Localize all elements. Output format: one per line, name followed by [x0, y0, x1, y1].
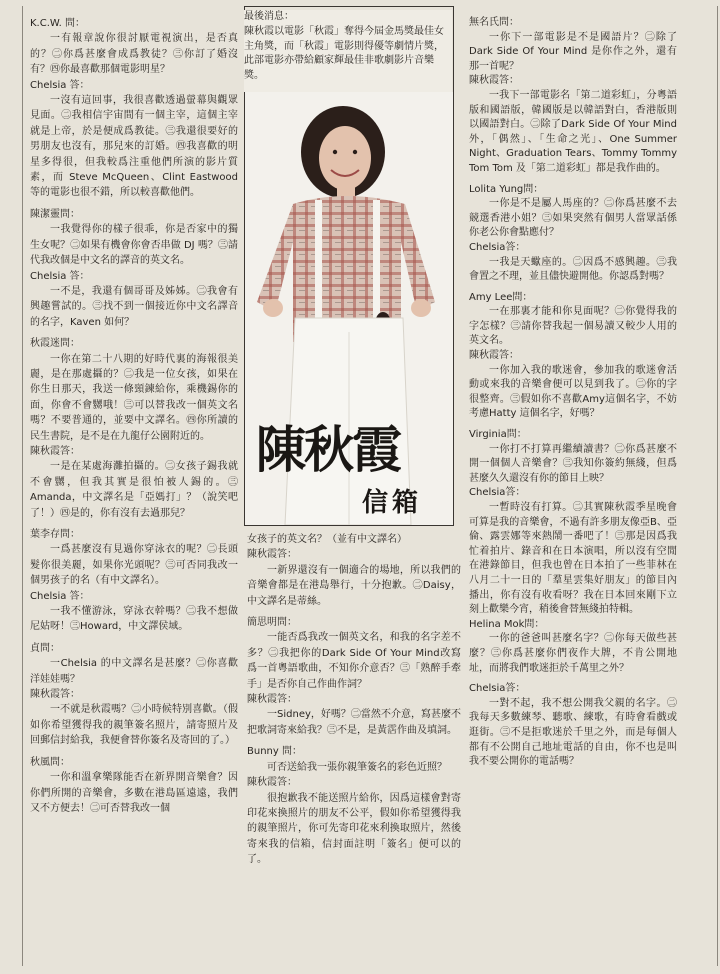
col1-paragraph: 陳秋霞答：: [30, 689, 80, 701]
col1-paragraph: Chelsia 答：: [30, 590, 90, 602]
col2-paragraph: 一能否爲我改一個英文名，和我的名字差不多？㊁我把你的Dark Side Of Your Mind改寫爲一首粵語歌曲，不知你介意否？㊂「熟醉手牽手」是否你自己作曲作詞？: [247, 632, 461, 690]
col1-paragraph: 一有報章說你很討厭電視演出，是否真的？㊁你爲甚麼會成爲教徒？㊂你訂了婚沒有？㊃你最喜歡那個電影明星？: [30, 33, 238, 76]
col2-paragraph: 陳秋霞答：: [247, 777, 297, 789]
col3-paragraph: 陳秋霞答：: [469, 75, 519, 87]
col2-paragraph: Bunny 問：: [247, 746, 302, 758]
news-box: [244, 10, 452, 92]
col2-paragraph: 陳秋霞答：: [247, 694, 297, 706]
news-label: 最後消息：: [244, 11, 294, 22]
col2-paragraph: 一Sidney，好嗎？㊁當然不介意，寫甚麼不把歌詞寄來給我？㊂不是，是黃霑作曲及填詞。: [247, 709, 461, 736]
col3-paragraph: Chelsia答：: [469, 683, 526, 695]
col1-paragraph: 一不就是秋霞嗎？㊁小時候特別喜歡。（假如你希望獲得我的親筆簽名照片，請寄照片及回郵信封給我，我便會替你簽名及寄回的了。）: [30, 704, 238, 747]
letters-column-middle: [247, 532, 461, 868]
col3-paragraph: 一你是不是屬人馬座的？㊁你爲甚麼不去競選香港小姐？㊂如果突然有個男人當眾話係你老公你會點應付？: [469, 198, 677, 239]
column-subtitle: 信箱: [362, 488, 423, 518]
col1-paragraph: 一沒有這回事，我很喜歡透過螢幕與觀眾見面。㊁我相信宇宙間有一個主宰，這個主宰就是上帝，於是便成爲教徒。㊂我還很要好的男朋友也沒有，那兒來的訂婚。㊃我喜歡的明星多得很，但我較爲注重他們所演的影片質素，而 Steve McQueen、Clint Eastwood 等的電影也很不錯，所以較喜歡他們。: [30, 95, 238, 199]
col1-paragraph: 一是在某處海灘拍攝的。㊁女孩子錫我就不會嬲，但我其實是很怕被人錫的。㊂Amanda，中文譯名是「亞媽打」？（說笑吧了！）㊃是的，你有沒有去過那兒？: [30, 461, 238, 519]
col1-paragraph: 秋霞迷問：: [30, 338, 80, 350]
col3-paragraph: 一在那裏才能和你見面呢？㊁你覺得我的字怎樣？㊂請你替我起一個易讀又較少人用的英文名。: [469, 306, 677, 347]
col1-paragraph: K.C.W. 問：: [30, 18, 85, 29]
col3-paragraph: 無名氏問：: [469, 17, 519, 28]
col1-paragraph: 陳秋霞答：: [30, 445, 80, 457]
col1-paragraph: 一我覺得你的樣子很乖，你是否家中的獨生女呢？㊁如果有機會你會否串做 DJ 嗎？㊂請代我改個是中文名的譯音的英文名。: [30, 224, 238, 267]
col1-paragraph: 一我不懂游泳，穿泳衣幹嗎？㊁我不想做尼姑呀！㊂Howard，中文譯侯域。: [30, 606, 238, 633]
col3-paragraph: Helina Mok問：: [469, 618, 545, 630]
col2-paragraph: 可否送給我一張你親筆簽名的彩色近照？: [267, 761, 447, 773]
col2-paragraph: 簡思明問：: [247, 617, 297, 629]
col2-paragraph: 陳秋霞答：: [247, 549, 297, 561]
col1-paragraph: Chelsia 答：: [30, 270, 90, 282]
col3-paragraph: Chelsia答：: [469, 487, 526, 499]
col1-paragraph: 秋風問：: [30, 756, 70, 768]
col3-paragraph: Amy Lee問：: [469, 291, 533, 303]
col3-paragraph: 一你下一部電影是不是國語片？㊁除了Dark Side Of Your Mind 是你作之外，還有那一首呢？: [469, 31, 677, 72]
col1-paragraph: 一爲甚麼沒有見過你穿泳衣的呢？㊁長頭髮你很美麗，如果你光頭呢？㊂可否同我改一個男孩子的名（有中文譯名）。: [30, 544, 238, 587]
col3-paragraph: 一我是天蠍座的。㊁因爲不感興趣。㊂我會置之不理，並且儘快避開他。你認爲對嗎？: [469, 256, 677, 283]
col2-paragraph: 很抱歉我不能送照片給你，因爲這樣會對寄印花來換照片的朋友不公平，假如你希望獲得我的親筆照片，你可先寄印花來利換取照片，然後寄來我的信箱，信封面註明「簽名」便可以的了。: [247, 792, 461, 866]
column-title: 陳秋霞: [256, 420, 400, 479]
col1-paragraph: Chelsia 答：: [30, 79, 90, 91]
col1-paragraph: 陳潔靈問：: [30, 208, 80, 220]
col3-paragraph: 一你加入我的歌迷會，參加我的歌迷會活動或來我的音樂會便可以見到我了。㊁你的字很整齊。㊂假如你不喜歡Amy這個名字，不妨考慮Hatty 這個名字，好嗎？: [469, 364, 677, 420]
col1-paragraph: 一你和溫拿樂隊能否在新界開音樂會？因你們所開的音樂會，多數在港島區遠遠，我們又不方便去！㊁可否替我改一個: [30, 772, 238, 814]
col3-paragraph: Virginia問：: [469, 429, 527, 441]
letters-column-right: [469, 10, 677, 770]
letters-column-left: [30, 10, 238, 816]
col1-paragraph: 一不是，我還有個哥哥及姊姊。㊁我會有興趣嘗試的。㊂找不到一個接近你中文名譯音的名字，Kaven 如何？: [30, 285, 238, 328]
col2-paragraph: 一新界還沒有一個適合的場地，所以我們的音樂會都是在港島舉行，十分抱歉。㊁Daisy，中文譯名是蒂絲。: [247, 564, 461, 607]
col1-paragraph: 一你在第二十八期的好時代裏的海報很美麗，是在那處攝的？㊁我是一位女孩，如果在你生日那天，我送一條頸鍊給你，乘機錫你的面，你會不會嬲哦！㊂可以替我改一個英文名嗎？不要普通的，並要中文譯名。㊃你所讀的民生書院，是不是在九龍仔公園附近的。: [30, 353, 238, 442]
col1-paragraph: 葉李存問：: [30, 529, 80, 540]
col3-paragraph: Chelsia答：: [469, 241, 526, 253]
col3-paragraph: Lolita Yung問：: [469, 183, 544, 195]
col1-paragraph: 一Chelsia 的中文譯名是甚麼？㊁你喜歡洋娃娃嗎？: [30, 658, 238, 685]
col3-paragraph: 一暫時沒有打算。㊁其實陳秋霞季星晚會可算是我的音樂會，不過有許多朋友像亞B、亞倫、露雲娜等來熱鬧一番吧了！㊂那是因爲我忙着拍片、錄音和在日本演唱，所以沒有空閒在港錄節目，但我也曾在日本拍了一些菲林在八月二十一日的「羣星雲集好朋友」的節目內播出，你有沒有收看呀？我在日本回來剛下立刻上歡樂今宵，稍後會替無綫拍特輯。: [469, 502, 677, 616]
col3-paragraph: 一你的爸爸叫甚麼名字？㊁你每天做些甚麼？㊂你爲甚麼你們夜作大牌，不肯公開地址，而將我們歌迷拒於千萬里之外？: [469, 633, 677, 674]
col3-paragraph: 陳秋霞答：: [469, 350, 519, 362]
col2-paragraph: 女孩子的英文名？（並有中文譯名）: [247, 534, 407, 545]
col1-paragraph: 貞問：: [30, 642, 60, 654]
news-body: 陳秋霞以電影「秋霞」奪得今屆金馬獎最佳女主角獎，而「秋霞」電影則得優等劇情片獎，此部電影亦帶給顧家輝最佳非歌劇影片音樂獎。: [244, 25, 444, 82]
col3-paragraph: 一對不起，我不想公開我父親的名字。㊁我每天多數練琴、聽歌、練歌，有時會看戲或逛街。㊂不是拒歌迷於千里之外，而是每個人都有不公開自己地址電話的自由，你不也是叫我不要公開你的電話嗎？: [469, 697, 677, 768]
col3-paragraph: 一我下一部電影名「第二道彩虹」，分粵語版和國語版，韓國版是以韓語對白，香港版則以國語對白。㊁除了Dark Side Of Your Mind 外，「偶然」、「生命之光」、One Summer Night、Graduation Tears、Tommy Tommy Tom Tom 及「第二道彩虹」都是我作曲的。: [469, 89, 677, 174]
col3-paragraph: 一你打不打算再繼續讀書？㊁你爲甚麼不開一個個人音樂會？㊂我知你簽約無綫，但爲甚麼久久還沒有你的節目上映？: [469, 443, 677, 484]
